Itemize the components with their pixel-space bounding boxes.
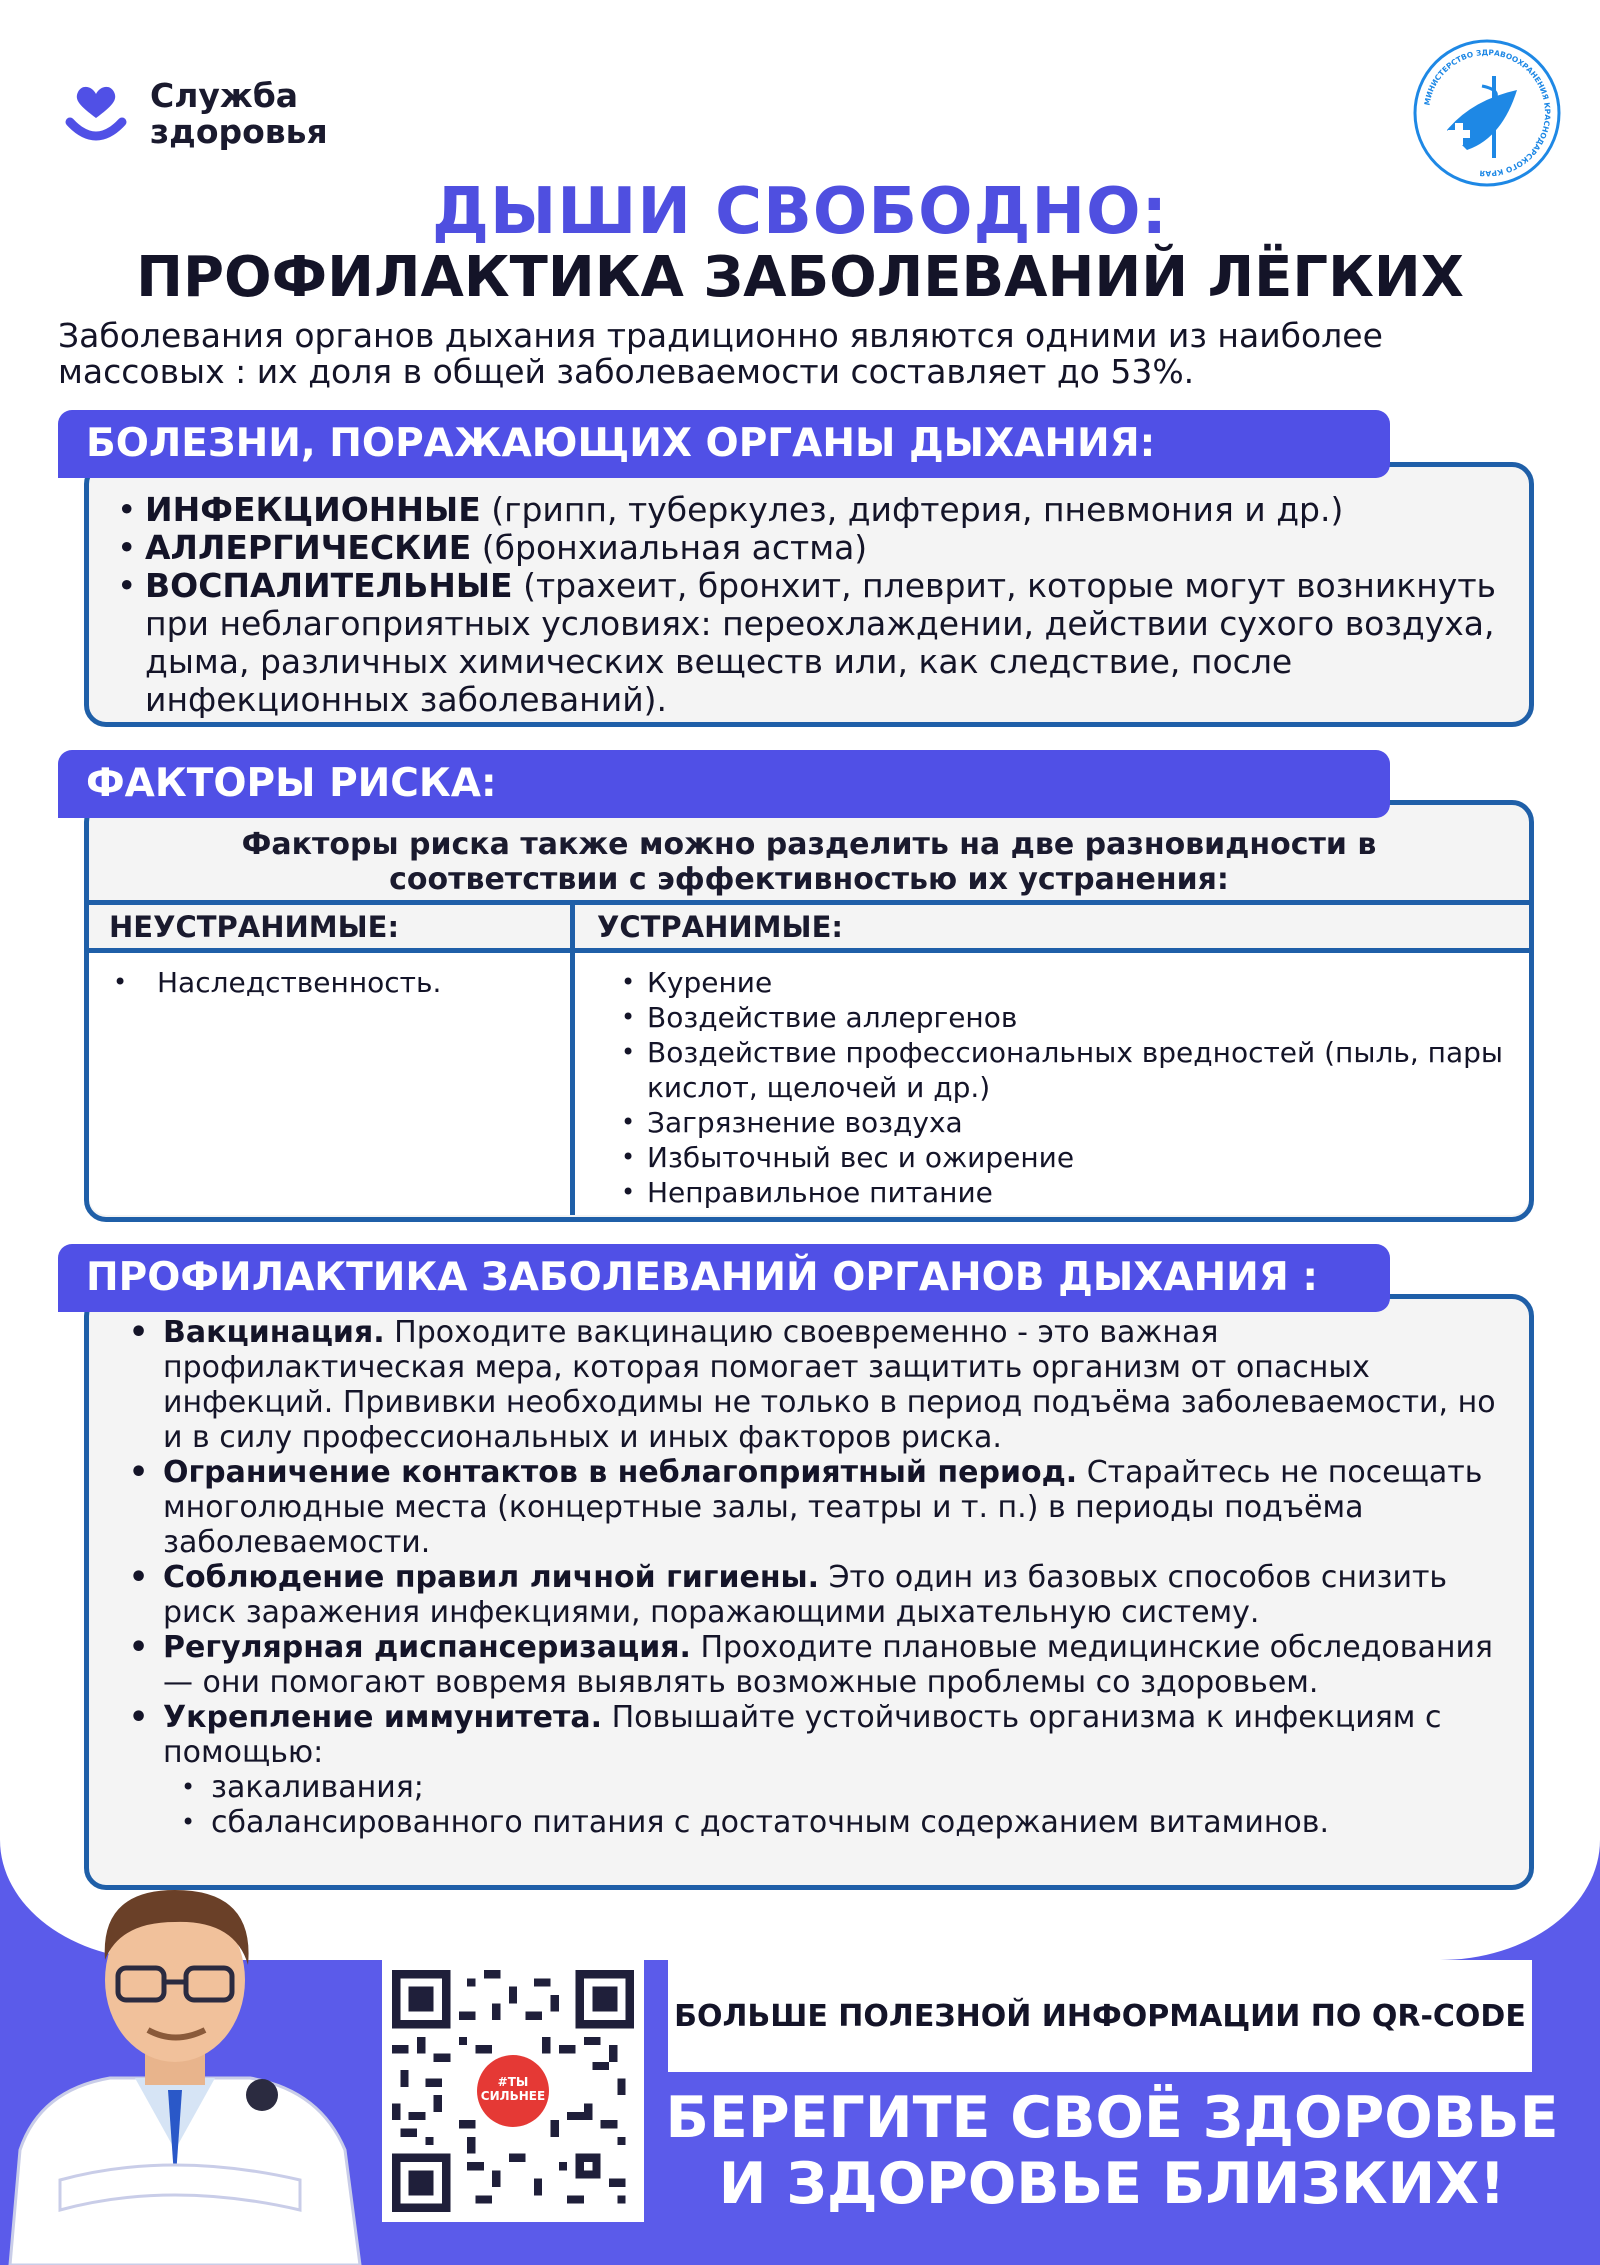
- disease-term: АЛЛЕРГИЧЕСКИЕ: [145, 528, 472, 567]
- list-item: • Наследственность.: [89, 965, 570, 1000]
- list-item: [119, 1700, 1505, 1840]
- prevention-text: Повышайте устойчивость организма к инфекциям с помощью:: [163, 1700, 1442, 1770]
- prevention-text: Проходите вакцинацию своевременно - это важная профилактическая мера, которая помогает защитить организм от опасных инфекций. Прививки необходимы не только в период подъёма заболеваемости, но и в силу профессиональных и иных факторов риска.: [163, 1315, 1496, 1455]
- prevention-list: [89, 1299, 1529, 1840]
- qr-label: БОЛЬШЕ ПОЛЕЗНОЙ ИНФОРМАЦИИ ПО QR-CODE: [668, 1960, 1532, 2072]
- prevention-heading: ПРОФИЛАКТИКА ЗАБОЛЕВАНИЙ ОРГАНОВ ДЫХАНИЯ :: [58, 1244, 1390, 1312]
- heart-smile-icon: [60, 78, 132, 150]
- list-item: • Загрязнение воздуха: [597, 1105, 1529, 1140]
- list-item: [119, 1315, 1505, 1455]
- list-item: [111, 491, 1509, 529]
- disease-term: ВОСПАЛИТЕЛЬНЫЕ: [145, 566, 513, 605]
- list-item: [119, 1560, 1505, 1630]
- disease-text: (грипп, туберкулез, дифтерия, пневмония и др.): [480, 490, 1344, 529]
- list-item: • сбалансированного питания с достаточным содержанием витаминов.: [163, 1805, 1505, 1840]
- risk-heading: ФАКТОРЫ РИСКА:: [58, 750, 1390, 818]
- prevention-term: Ограничение контактов в неблагоприятный период.: [163, 1455, 1078, 1490]
- risk-col-removable: [575, 953, 1529, 1215]
- risk-col-nonremovable-title: НЕУСТРАНИМЫЕ:: [89, 905, 575, 948]
- prevention-term: Вакцинация.: [163, 1315, 385, 1350]
- list-item: • Избыточный вес и ожирение: [597, 1140, 1529, 1175]
- list-item: • закаливания;: [163, 1770, 1505, 1805]
- prevention-text: Это один из базовых способов снизить риск заражения инфекциями, поражающими дыхательную систему.: [163, 1560, 1448, 1630]
- ministry-emblem: [1412, 38, 1562, 188]
- qr-badge: #ТЫ СИЛЬНЕЕ: [477, 2055, 549, 2127]
- diseases-list: [89, 467, 1529, 719]
- list-item: [119, 1455, 1505, 1560]
- brand-line2: здоровья: [150, 112, 328, 151]
- brand-line1: Служба: [150, 76, 299, 115]
- qr-code[interactable]: [382, 1960, 644, 2222]
- list-item: [111, 529, 1509, 567]
- prevention-box: [84, 1294, 1534, 1890]
- list-item: • Курение: [597, 965, 1529, 1000]
- prevention-text: Старайтесь не посещать многолюдные места (концертные залы, театры и т. п.) в периоды подъёма заболеваемости.: [163, 1455, 1483, 1560]
- emblem-ring-text: МИНИСТЕРСТВО ЗДРАВООХРАНЕНИЯ КРАСНОДАРСКОГО КРАЯ: [1422, 47, 1553, 179]
- risk-columns-header: [89, 905, 1529, 953]
- risk-col-nonremovable: [89, 953, 575, 1215]
- risk-left-list: [89, 953, 570, 1000]
- list-item: • Воздействие профессиональных вредностей (пыль, пары кислот, щелочей и др.): [597, 1035, 1529, 1105]
- immunity-sublist: [163, 1770, 1505, 1840]
- page-title: ДЫШИ СВОБОДНО:: [431, 175, 1169, 249]
- prevention-term: Соблюдение правил личной гигиены.: [163, 1560, 820, 1595]
- prevention-term: Укрепление иммунитета.: [163, 1700, 603, 1735]
- disease-text: (трахеит, бронхит, плеврит, которые могут возникнуть при неблагоприятных условиях: переохлаждении, действии сухого воздуха, дыма, различных химических веществ или, как следствие, после инфекционных заболеваний).: [145, 566, 1496, 719]
- slogan-line1: БЕРЕГИТЕ СВОЁ ЗДОРОВЬЕ: [665, 2085, 1559, 2151]
- risk-columns-body: [89, 953, 1529, 1215]
- diseases-box: [84, 462, 1534, 727]
- disease-text: (бронхиальная астма): [471, 528, 868, 567]
- prevention-term: Регулярная диспансеризация.: [163, 1630, 691, 1665]
- doctor-illustration: [0, 1850, 380, 2265]
- risk-col-removable-title: УСТРАНИМЫЕ:: [597, 910, 843, 944]
- risk-box: [84, 800, 1534, 1222]
- intro-text: Заболевания органов дыхания традиционно являются одними из наиболее массовых : их доля в общей заболеваемости составляет до 53%.: [58, 316, 1383, 391]
- diseases-heading: БОЛЕЗНИ, ПОРАЖАЮЩИХ ОРГАНЫ ДЫХАНИЯ:: [58, 410, 1390, 478]
- list-item: [119, 1630, 1505, 1700]
- risk-intro: Факторы риска также можно разделить на две разновидности в соответствии с эффективностью их устранения:: [89, 805, 1529, 905]
- slogan: [662, 2085, 1562, 2217]
- brand-logo: [60, 78, 328, 150]
- page-subtitle: ПРОФИЛАКТИКА ЗАБОЛЕВАНИЙ ЛЁГКИХ: [136, 245, 1464, 310]
- prevention-text: Проходите плановые медицинские обследования — они помогают вовремя выявлять возможные проблемы со здоровьем.: [163, 1630, 1493, 1700]
- list-item: • Неправильное питание: [597, 1175, 1529, 1210]
- list-item: [111, 567, 1509, 719]
- slogan-line2: И ЗДОРОВЬЕ БЛИЗКИХ!: [718, 2151, 1506, 2217]
- disease-term: ИНФЕКЦИОННЫЕ: [145, 490, 481, 529]
- risk-right-list: [575, 953, 1529, 1210]
- list-item: • Воздействие аллергенов: [597, 1000, 1529, 1035]
